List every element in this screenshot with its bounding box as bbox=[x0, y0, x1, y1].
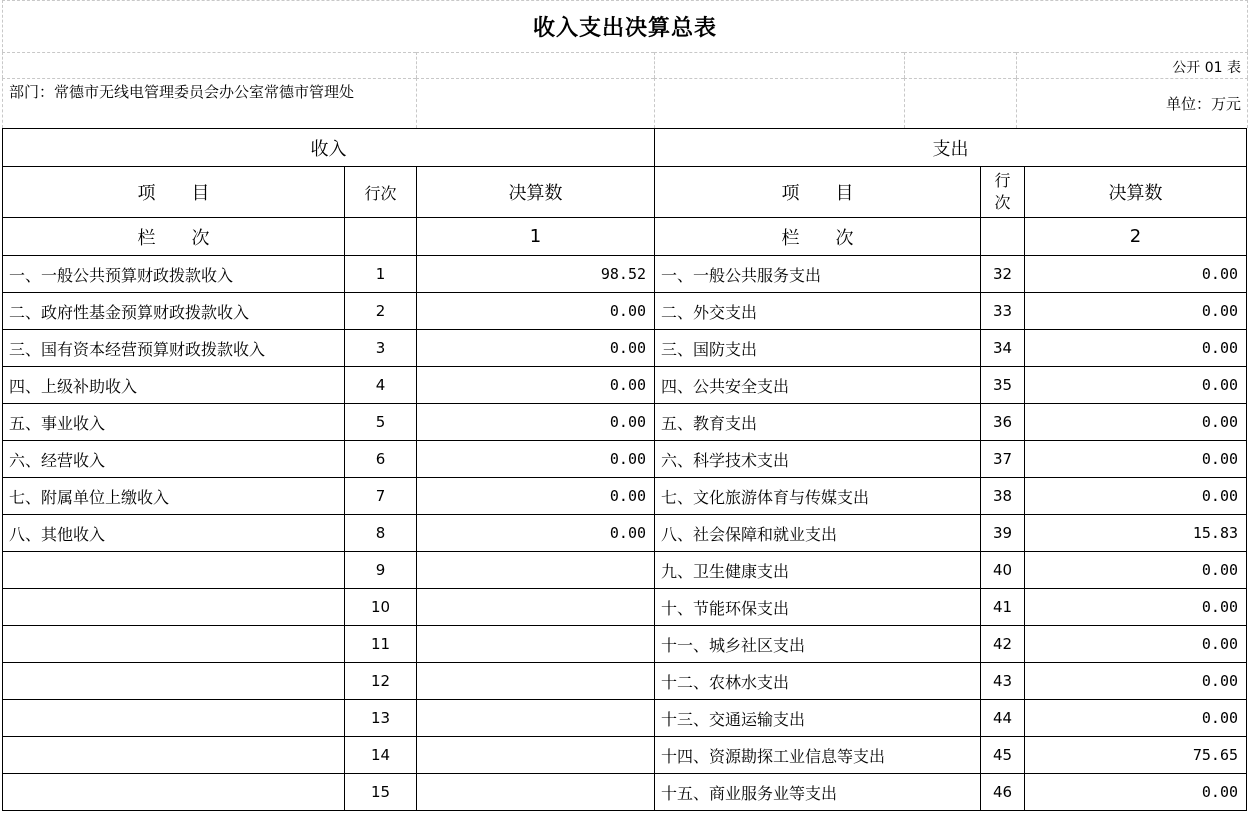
expense-col-label: 栏 次 bbox=[655, 218, 981, 256]
table-row bbox=[3, 515, 1247, 552]
expense-item-cell: 四、公共安全支出 bbox=[655, 367, 981, 404]
expense-item-cell: 十三、交通运输支出 bbox=[655, 700, 981, 737]
income-line-cell: 5 bbox=[345, 404, 417, 441]
expense-item-cell: 七、文化旅游体育与传媒支出 bbox=[655, 478, 981, 515]
column-number-row bbox=[3, 218, 1247, 256]
income-line-header: 行次 bbox=[345, 167, 417, 218]
income-item-cell: 七、附属单位上缴收入 bbox=[3, 478, 345, 515]
income-item-cell: 五、事业收入 bbox=[3, 404, 345, 441]
income-line-cell: 12 bbox=[345, 663, 417, 700]
income-amount-cell bbox=[417, 626, 655, 663]
table-row bbox=[3, 256, 1247, 293]
income-section-header: 收入 bbox=[3, 129, 655, 167]
expense-item-cell: 一、一般公共服务支出 bbox=[655, 256, 981, 293]
table-row bbox=[3, 404, 1247, 441]
table-body bbox=[3, 256, 1247, 811]
statement-sheet bbox=[2, 0, 1248, 811]
form-number-row bbox=[2, 52, 1248, 78]
expense-item-cell: 十五、商业服务业等支出 bbox=[655, 774, 981, 811]
expense-amount-cell: 0.00 bbox=[1025, 774, 1247, 811]
department-label: 部门：常德市无线电管理委员会办公室常德市管理处 bbox=[2, 78, 416, 128]
income-amount-cell: 0.00 bbox=[417, 515, 655, 552]
table-row bbox=[3, 552, 1247, 589]
income-amount-cell: 0.00 bbox=[417, 441, 655, 478]
income-line-cell: 14 bbox=[345, 737, 417, 774]
expense-line-cell: 41 bbox=[981, 589, 1025, 626]
table-row bbox=[3, 663, 1247, 700]
expense-amount-cell: 0.00 bbox=[1025, 441, 1247, 478]
expense-item-cell: 九、卫生健康支出 bbox=[655, 552, 981, 589]
expense-item-cell: 二、外交支出 bbox=[655, 293, 981, 330]
income-item-cell: 四、上级补助收入 bbox=[3, 367, 345, 404]
income-amount-cell bbox=[417, 589, 655, 626]
income-amount-cell: 0.00 bbox=[417, 293, 655, 330]
expense-line-cell: 33 bbox=[981, 293, 1025, 330]
income-item-cell bbox=[3, 626, 345, 663]
income-line-cell: 15 bbox=[345, 774, 417, 811]
income-line-cell: 4 bbox=[345, 367, 417, 404]
expense-line-cell: 36 bbox=[981, 404, 1025, 441]
expense-line-header-char1: 行 bbox=[994, 171, 1011, 190]
income-item-cell: 六、经营收入 bbox=[3, 441, 345, 478]
expense-section-header: 支出 bbox=[655, 129, 1247, 167]
expense-line-cell: 39 bbox=[981, 515, 1025, 552]
income-amount-cell: 98.52 bbox=[417, 256, 655, 293]
expense-line-cell: 46 bbox=[981, 774, 1025, 811]
expense-amount-cell: 0.00 bbox=[1025, 293, 1247, 330]
empty-cell bbox=[981, 218, 1025, 256]
table-row bbox=[3, 626, 1247, 663]
table-row bbox=[3, 774, 1247, 811]
income-item-cell: 一、一般公共预算财政拨款收入 bbox=[3, 256, 345, 293]
table-row bbox=[3, 293, 1247, 330]
income-amount-cell bbox=[417, 552, 655, 589]
expense-amount-cell: 0.00 bbox=[1025, 367, 1247, 404]
income-amount-cell: 0.00 bbox=[417, 367, 655, 404]
empty-cell bbox=[345, 218, 417, 256]
income-item-header: 项 目 bbox=[3, 167, 345, 218]
expense-amount-cell: 0.00 bbox=[1025, 663, 1247, 700]
expense-item-cell: 五、教育支出 bbox=[655, 404, 981, 441]
expense-col-number: 2 bbox=[1025, 218, 1247, 256]
expense-line-cell: 45 bbox=[981, 737, 1025, 774]
expense-item-header: 项 目 bbox=[655, 167, 981, 218]
income-item-cell bbox=[3, 774, 345, 811]
table-row bbox=[3, 478, 1247, 515]
income-item-cell bbox=[3, 700, 345, 737]
income-line-cell: 11 bbox=[345, 626, 417, 663]
income-amount-cell bbox=[417, 700, 655, 737]
expense-item-cell: 十、节能环保支出 bbox=[655, 589, 981, 626]
income-line-cell: 9 bbox=[345, 552, 417, 589]
income-item-cell: 八、其他收入 bbox=[3, 515, 345, 552]
expense-item-cell: 八、社会保障和就业支出 bbox=[655, 515, 981, 552]
section-header-row bbox=[3, 129, 1247, 167]
form-number: 公开 01 表 bbox=[1016, 52, 1248, 78]
department-row bbox=[2, 78, 1248, 128]
expense-line-header bbox=[981, 167, 1025, 218]
expense-item-cell: 十四、资源勘探工业信息等支出 bbox=[655, 737, 981, 774]
expense-line-header-char2: 次 bbox=[994, 193, 1011, 212]
income-amount-cell: 0.00 bbox=[417, 404, 655, 441]
income-col-number: 1 bbox=[417, 218, 655, 256]
table-row bbox=[3, 330, 1247, 367]
empty-cell bbox=[654, 52, 904, 78]
empty-cell bbox=[904, 52, 1016, 78]
expense-line-cell: 32 bbox=[981, 256, 1025, 293]
income-expense-table bbox=[2, 128, 1247, 811]
expense-amount-cell: 0.00 bbox=[1025, 626, 1247, 663]
income-line-cell: 3 bbox=[345, 330, 417, 367]
income-amount-cell bbox=[417, 737, 655, 774]
income-item-cell bbox=[3, 552, 345, 589]
expense-line-cell: 38 bbox=[981, 478, 1025, 515]
income-amount-cell: 0.00 bbox=[417, 478, 655, 515]
income-line-cell: 8 bbox=[345, 515, 417, 552]
expense-line-cell: 42 bbox=[981, 626, 1025, 663]
income-line-cell: 13 bbox=[345, 700, 417, 737]
table-row bbox=[3, 441, 1247, 478]
income-amount-cell bbox=[417, 774, 655, 811]
expense-amount-cell: 0.00 bbox=[1025, 478, 1247, 515]
expense-amount-cell: 0.00 bbox=[1025, 330, 1247, 367]
expense-item-cell: 十二、农林水支出 bbox=[655, 663, 981, 700]
expense-amount-cell: 0.00 bbox=[1025, 589, 1247, 626]
expense-amount-cell: 0.00 bbox=[1025, 552, 1247, 589]
income-item-cell bbox=[3, 589, 345, 626]
income-line-cell: 7 bbox=[345, 478, 417, 515]
expense-line-cell: 40 bbox=[981, 552, 1025, 589]
empty-cell bbox=[904, 78, 1016, 128]
income-line-cell: 1 bbox=[345, 256, 417, 293]
income-item-cell: 三、国有资本经营预算财政拨款收入 bbox=[3, 330, 345, 367]
income-item-cell bbox=[3, 663, 345, 700]
expense-amount-cell: 75.65 bbox=[1025, 737, 1247, 774]
expense-amount-cell: 0.00 bbox=[1025, 404, 1247, 441]
expense-amount-cell: 0.00 bbox=[1025, 256, 1247, 293]
column-header-row bbox=[3, 167, 1247, 218]
table-row bbox=[3, 700, 1247, 737]
income-item-cell: 二、政府性基金预算财政拨款收入 bbox=[3, 293, 345, 330]
empty-cell bbox=[416, 78, 654, 128]
expense-line-cell: 44 bbox=[981, 700, 1025, 737]
income-amount-header: 决算数 bbox=[417, 167, 655, 218]
expense-item-cell: 十一、城乡社区支出 bbox=[655, 626, 981, 663]
expense-line-cell: 34 bbox=[981, 330, 1025, 367]
unit-label: 单位：万元 bbox=[1016, 78, 1248, 128]
table-row bbox=[3, 367, 1247, 404]
expense-item-cell: 三、国防支出 bbox=[655, 330, 981, 367]
expense-amount-header: 决算数 bbox=[1025, 167, 1247, 218]
income-line-cell: 2 bbox=[345, 293, 417, 330]
income-col-label: 栏 次 bbox=[3, 218, 345, 256]
income-amount-cell bbox=[417, 663, 655, 700]
income-line-cell: 6 bbox=[345, 441, 417, 478]
empty-cell bbox=[416, 52, 654, 78]
income-line-cell: 10 bbox=[345, 589, 417, 626]
empty-cell bbox=[2, 52, 416, 78]
expense-item-cell: 六、科学技术支出 bbox=[655, 441, 981, 478]
table-row bbox=[3, 589, 1247, 626]
empty-cell bbox=[654, 78, 904, 128]
expense-amount-cell: 0.00 bbox=[1025, 700, 1247, 737]
table-row bbox=[3, 737, 1247, 774]
title-row bbox=[2, 0, 1248, 52]
income-amount-cell: 0.00 bbox=[417, 330, 655, 367]
page-title: 收入支出决算总表 bbox=[532, 16, 717, 41]
expense-amount-cell: 15.83 bbox=[1025, 515, 1247, 552]
income-item-cell bbox=[3, 737, 345, 774]
expense-line-cell: 35 bbox=[981, 367, 1025, 404]
expense-line-cell: 43 bbox=[981, 663, 1025, 700]
expense-line-cell: 37 bbox=[981, 441, 1025, 478]
